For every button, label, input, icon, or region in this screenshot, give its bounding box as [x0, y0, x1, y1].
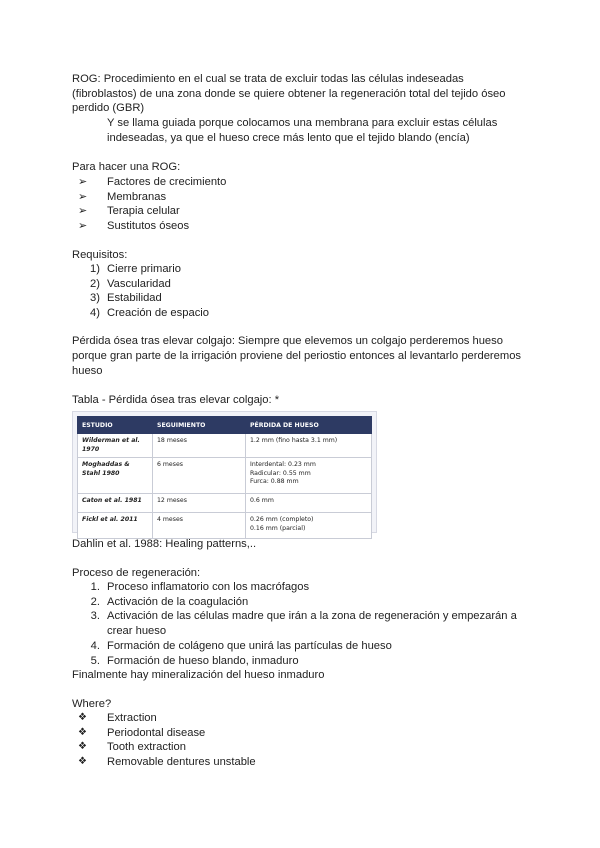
para-hacer-heading: Para hacer una ROG: — [72, 161, 181, 173]
cell-follow: 12 meses — [153, 494, 246, 513]
table-caption: Tabla - Pérdida ósea tras elevar colgajo: * — [72, 394, 280, 406]
list-item: ➢ Sustitutos óseos — [78, 220, 190, 233]
cell-loss: Interdental: 0.23 mm Radicular: 0.55 mm Furca: 0.88 mm — [246, 458, 372, 494]
arrow-bullet-icon: ➢ — [78, 176, 88, 188]
perdida-line-2: porque gran parte de la irrigación proviene del periostio entonces al levantarlo perderemos — [72, 350, 522, 362]
list-item: 4) Creación de espacio — [90, 307, 209, 320]
cell-study: Caton et al. 1981 — [78, 494, 153, 513]
table-row — [78, 494, 372, 513]
bone-loss-table — [77, 416, 372, 539]
diamond-bullet-icon: ❖ — [78, 756, 87, 768]
cell-loss: 0.6 mm — [246, 494, 372, 513]
list-item: ❖ Periodontal disease — [78, 726, 206, 739]
list-item: ❖ Tooth extraction — [78, 741, 186, 754]
table-row — [78, 434, 372, 458]
list-item: ➢ Factores de crecimiento — [78, 176, 227, 188]
arrow-bullet-icon: ➢ — [78, 205, 88, 218]
list-item: 2) Vascularidad — [90, 277, 171, 290]
diamond-bullet-icon: ❖ — [78, 726, 87, 738]
proceso-final: Finalmente hay mineralización del hueso inmaduro — [72, 669, 325, 681]
list-item: ➢ Terapia celular — [78, 205, 180, 218]
cell-follow: 6 meses — [153, 458, 246, 494]
table-row — [78, 513, 372, 539]
where-list — [78, 711, 256, 770]
cell-study: Wilderman et al. 1970 — [78, 434, 153, 458]
proceso-heading: Proceso de regeneración: — [72, 567, 201, 579]
list-item: 1) Cierre primario — [90, 263, 181, 275]
where-heading: Where? — [72, 698, 112, 710]
list-item: 1. Proceso inflamatorio con los macrófagos — [90, 581, 310, 593]
list-item: 4. Formación de colágeno que unirá las partículas de hueso — [90, 639, 392, 652]
rog-line-1: ROG: Procedimiento en el cual se trata de excluir todas las células indeseadas — [72, 73, 464, 85]
arrow-bullet-icon: ➢ — [78, 190, 88, 203]
list-item: 5. Formación de hueso blando, inmaduro — [90, 654, 299, 667]
requisitos-list — [78, 262, 209, 321]
header-perdida: PÉRDIDA DE HUESO — [246, 417, 372, 434]
cell-study: Fickl et al. 2011 — [78, 513, 153, 539]
perdida-line-1: Pérdida ósea tras elevar colgajo: Siempre que elevemos un colgajo perderemos hueso — [72, 335, 503, 347]
cell-follow: 4 meses — [153, 513, 246, 539]
list-item: ❖ Extraction — [78, 712, 157, 724]
table-row — [78, 458, 372, 494]
arrow-bullet-icon: ➢ — [78, 220, 88, 233]
perdida-line-3: hueso — [72, 365, 103, 377]
diamond-bullet-icon: ❖ — [78, 712, 87, 723]
header-estudio: ESTUDIO — [78, 417, 153, 434]
list-item: 2. Activación de la coagulación — [90, 595, 249, 608]
rog-indent-line-1: Y se llama guiada porque colocamos una membrana para excluir estas células — [107, 117, 498, 129]
para-hacer-list — [78, 175, 226, 234]
proceso-list — [78, 580, 528, 668]
dahlin-line: Dahlin et al. 1988: Healing patterns,.. — [72, 538, 257, 550]
list-item: 3. Activación de las células madre que irán a la zona de regeneración y empezarán a crear hueso — [90, 610, 517, 638]
list-item: ➢ Membranas — [78, 190, 167, 203]
requisitos-heading: Requisitos: — [72, 249, 128, 261]
bone-loss-table-image — [72, 411, 377, 533]
cell-study: Moghaddas & Stahl 1980 — [78, 458, 153, 494]
list-item: 3) Estabilidad — [90, 292, 162, 305]
rog-indent-line-2: indeseadas, ya que el hueso crece más lento que el tejido blando (encía) — [107, 132, 470, 144]
cell-follow: 18 meses — [153, 434, 246, 458]
rog-line-3: perdido (GBR) — [72, 102, 145, 114]
rog-line-2: (fibroblastos) de una zona donde se quiere obtener la regeneración total del tejido óseo — [72, 88, 506, 100]
table-header-row — [78, 417, 372, 434]
cell-loss: 1.2 mm (fino hasta 3.1 mm) — [246, 434, 372, 458]
diamond-bullet-icon: ❖ — [78, 741, 87, 753]
cell-loss: 0.26 mm (completo) 0.16 mm (parcial) — [246, 513, 372, 539]
list-item: ❖ Removable dentures unstable — [78, 756, 256, 769]
header-seguimiento: SEGUIMIENTO — [153, 417, 246, 434]
